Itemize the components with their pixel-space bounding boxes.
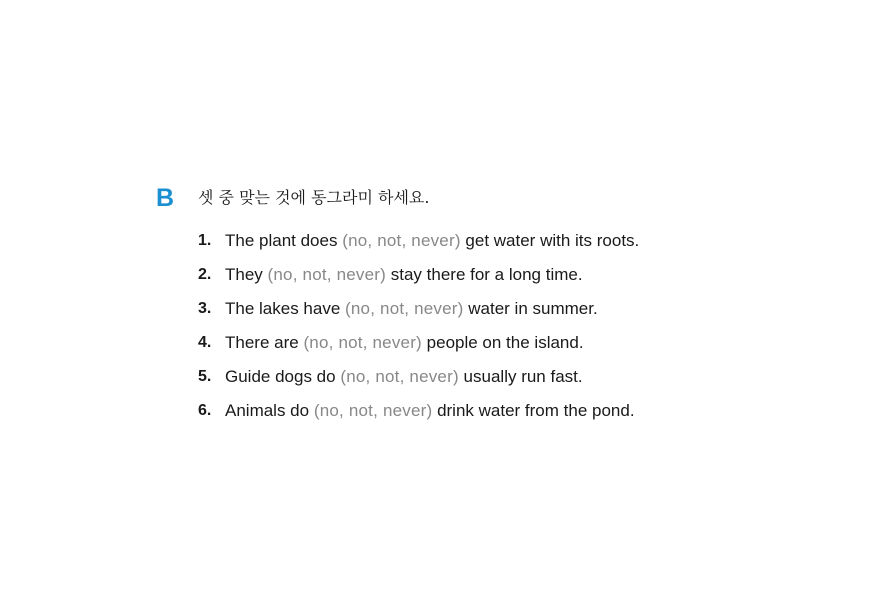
question-item [198, 394, 639, 428]
question-item [198, 360, 639, 394]
exercise-section [156, 183, 640, 420]
sentence-after: drink water from the pond. [437, 401, 635, 420]
instruction-text: 셋 중 맞는 것에 동그라미 하세요. [198, 188, 430, 207]
section-letter: B [156, 184, 175, 212]
question-number: 4. [198, 334, 212, 351]
question-list [198, 224, 639, 428]
answer-options[interactable]: (no, not, never) [345, 299, 464, 318]
question-item [198, 326, 639, 360]
question-item [198, 224, 639, 258]
answer-options[interactable]: (no, not, never) [267, 265, 387, 284]
sentence-before: The plant does [225, 231, 338, 250]
answer-options[interactable]: (no, not, never) [342, 231, 461, 250]
sentence-after: water in summer. [468, 299, 598, 318]
sentence-before: There are [225, 333, 299, 352]
question-number: 6. [198, 402, 212, 419]
answer-options[interactable]: (no, not, never) [340, 367, 459, 386]
sentence-after: get water with its roots. [465, 231, 640, 250]
section-header [156, 183, 429, 213]
sentence-after: stay there for a long time. [390, 265, 583, 284]
question-number: 3. [198, 300, 212, 317]
question-number: 2. [198, 266, 212, 283]
question-number: 1. [198, 232, 212, 249]
answer-options[interactable]: (no, not, never) [303, 333, 422, 352]
sentence-before: They [225, 265, 263, 284]
sentence-before: Animals do [225, 401, 310, 420]
sentence-after: people on the island. [426, 333, 584, 352]
question-item [198, 292, 639, 326]
answer-options[interactable]: (no, not, never) [313, 401, 433, 420]
question-item [198, 258, 639, 292]
question-number: 5. [198, 368, 212, 385]
sentence-before: Guide dogs do [225, 367, 336, 386]
sentence-before: The lakes have [225, 299, 341, 318]
sentence-after: usually run fast. [463, 367, 583, 386]
